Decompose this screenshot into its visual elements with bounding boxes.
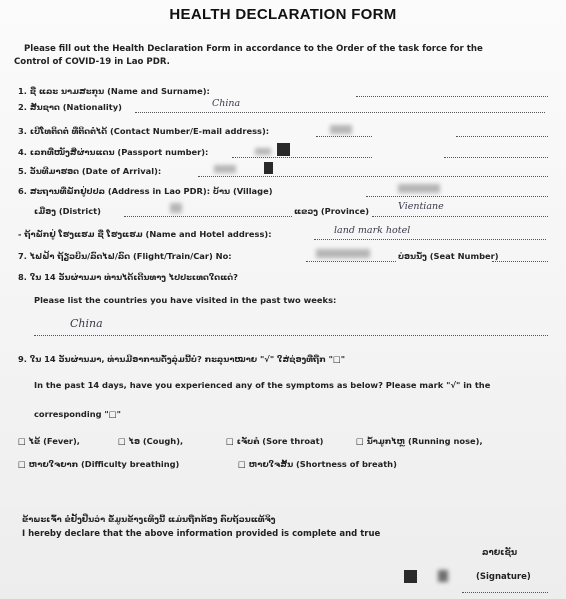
- contact-field[interactable]: [316, 136, 372, 137]
- signature-redaction: [404, 570, 417, 583]
- symptom-shortness-breath-checkbox[interactable]: □ ຫາຍໃຈສັ້ນ (Shortness of breath): [238, 459, 397, 469]
- contact-label: 3. ເບີໂທຕິດຕໍ່ ທີ່ຕິດຕໍ່ໄດ້ (Contact Number/E-mail address):: [18, 126, 270, 136]
- contact-field-2[interactable]: [456, 136, 548, 137]
- nationality-field[interactable]: [135, 112, 545, 113]
- flight-blur: [316, 249, 370, 258]
- arrival-label: 5. ວັນທີມາຮອດ (Date of Arrival):: [18, 166, 162, 176]
- village-field[interactable]: [366, 196, 548, 197]
- name-field[interactable]: [356, 96, 548, 97]
- signature-blur: [438, 570, 448, 582]
- signature-field[interactable]: [462, 592, 548, 593]
- q8-field[interactable]: [34, 335, 548, 336]
- hotel-label: - ຖ້າພັກຢູ່ ໂຮງແຮມ ຊື່ ໂຮງແຮມ (Name and Hotel address):: [18, 229, 272, 239]
- name-label: 1. ຊື່ ແລະ ນາມສະກຸນ (Name and Surname):: [18, 86, 210, 96]
- district-field[interactable]: [124, 216, 292, 217]
- signature-label: (Signature): [476, 572, 531, 582]
- form-title: HEALTH DECLARATION FORM: [169, 6, 397, 23]
- symptom-sore-throat-checkbox[interactable]: □ ເຈັບຄໍ (Sore throat): [226, 436, 324, 446]
- symptom-difficulty-breathing-checkbox[interactable]: □ ຫາຍໃຈຍາກ (Difficulty breathing): [18, 459, 180, 469]
- district-label: ເມືອງ (District): [34, 206, 101, 216]
- passport-blur: [255, 148, 271, 155]
- arrival-redaction: [264, 162, 273, 174]
- province-label: ແຂວງ (Province): [294, 206, 370, 216]
- passport-label: 4. ເລກທີ່ໜັງສືຜ່ານແດນ (Passport number):: [18, 147, 209, 157]
- q9-instruction1: In the past 14 days, have you experienced any of the symptoms as below? Please mark "√" in the: [34, 380, 491, 390]
- contact-redaction: [330, 125, 352, 134]
- province-value: Vientiane: [398, 201, 444, 212]
- q8-label: 8. ໃນ 14 ວັນຜ່ານມາ ທ່ານໄດ້ເດີນທາງ ໄປປະເທດໃດແດ່?: [18, 272, 238, 282]
- passport-field-2[interactable]: [444, 157, 548, 158]
- address-label: 6. ສະຖານທີ່ພັກຢູ່ປປລ (Address in Lao PDR): ບ້ານ (Village): [18, 186, 273, 196]
- arrival-blur: [214, 165, 236, 173]
- form-intro-line1: Please fill out the Health Declaration Form in accordance to the Order of the task force for the: [24, 44, 483, 54]
- hotel-field[interactable]: [314, 239, 546, 240]
- arrival-field[interactable]: [198, 176, 548, 177]
- q9-instruction2: corresponding "□": [34, 409, 121, 419]
- seat-field[interactable]: [492, 261, 548, 262]
- village-blur: [398, 184, 440, 193]
- q8-value: China: [70, 317, 103, 330]
- q8-instruction: Please list the countries you have visited in the past two weeks:: [34, 295, 337, 305]
- flight-label: 7. ໄຟຟ້າ ຖ້ຽວບິນ/ລົດໄຟ/ລົດ (Flight/Train/Car) No:: [18, 251, 232, 261]
- passport-field[interactable]: [232, 157, 372, 158]
- declaration-english: I hereby declare that the above information provided is complete and true: [22, 529, 381, 539]
- flight-field[interactable]: [306, 261, 396, 262]
- symptom-running-nose-checkbox[interactable]: □ ນ້ຳມູກໄຫຼ (Running nose),: [356, 436, 483, 446]
- hotel-value: land mark hotel: [334, 225, 411, 236]
- seat-label: ບ່ອນນັ່ງ (Seat Number): [398, 251, 499, 261]
- district-blur: [170, 203, 182, 213]
- signature-lao-label: ລາຍເຊັນ: [482, 548, 518, 558]
- form-intro-line2: Control of COVID-19 in Lao PDR.: [14, 57, 170, 67]
- province-field[interactable]: [372, 216, 548, 217]
- nationality-value: China: [212, 98, 241, 109]
- passport-redaction: [277, 143, 290, 156]
- declaration-lao: ຂ້າພະເຈົ້າ ຂໍຢັ້ງຢືນວ່າ ຂໍ້ມູນຂ້າງເທິງນີ້ ແມ່ນຖືກຕ້ອງ ຄົບຖ້ວນແທ້ຈິງ: [22, 514, 276, 524]
- symptom-cough-checkbox[interactable]: □ ໄອ (Cough),: [118, 436, 184, 446]
- q9-label: 9. ໃນ 14 ວັນຜ່ານມາ, ທ່ານມີອາການດັ່ງລຸ່ມນີ້ບໍ? ກະລຸນາໝາຍ "√" ໃສ່ຊ່ອງທີ່ຖືກ "□": [18, 354, 346, 364]
- nationality-label: 2. ສັນຊາດ (Nationality): [18, 102, 122, 112]
- symptom-fever-checkbox[interactable]: □ ໄຂ້ (Fever),: [18, 436, 80, 446]
